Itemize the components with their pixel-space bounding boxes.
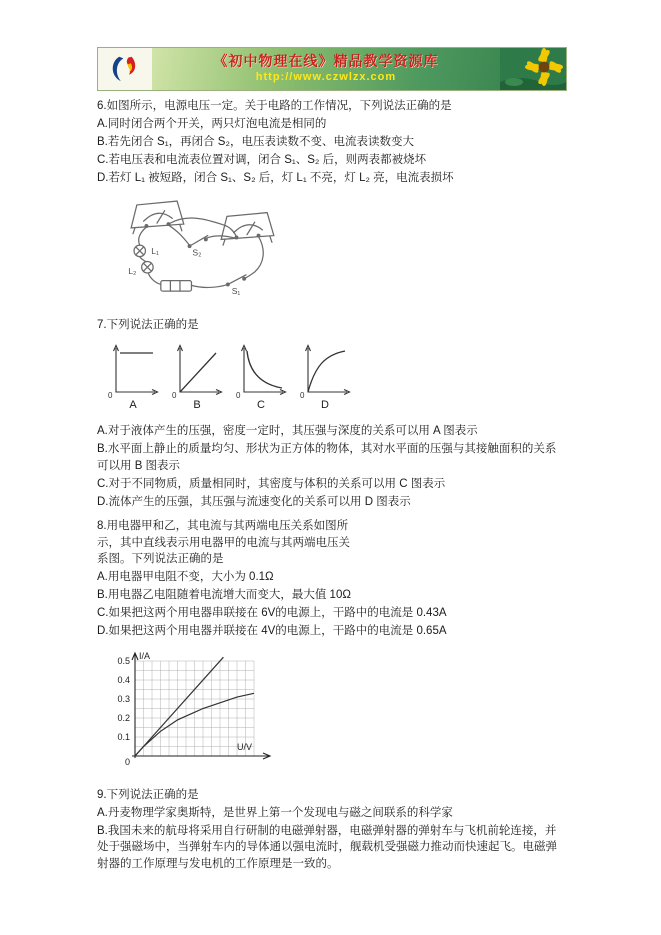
sketch-graphs-row bbox=[105, 340, 567, 411]
question-6-option-b: B.若先闭合 S₁，再闭合 S₂，电压表读数不变、电流表读数变大 bbox=[97, 136, 414, 148]
question-8-option-d: D.如果把这两个用电器并联接在 4V的电源上，干路中的电流是 0.65A bbox=[97, 625, 447, 637]
question-6-option-d: D.若灯 L₁ 被短路，闭合 S₁、S₂ 后，灯 L₁ 不亮，灯 L₂ 亮，电流表损坏 bbox=[97, 172, 454, 184]
circuit-figure bbox=[111, 196, 567, 307]
graph-c-label: C bbox=[257, 399, 265, 411]
svg-text:0.4: 0.4 bbox=[117, 674, 130, 685]
sketch-graph-c bbox=[233, 340, 289, 411]
question-9-stem: 9.下列说法正确的是 bbox=[97, 788, 199, 801]
question-9-option-b: B.我国未来的航母将采用自行研制的电磁弹射器，电磁弹射器的弹射车与飞机前轮连接，并处于强磁场中，当弹射车内的导体通以强电流时，舰载机受强磁力推动而快速起飞。电磁弹射器的工作原理与发电机的工作原理是一致的。 bbox=[97, 824, 557, 870]
svg-text:0: 0 bbox=[124, 756, 130, 767]
question-8-stem: 8.用电器甲和乙，其电流与其两端电压关系如图所示，其中直线表示用电器甲的电流与其两端电压关系图。下列说法正确的是 bbox=[97, 520, 350, 565]
banner-text bbox=[152, 48, 500, 90]
sketch-graph-d-axes bbox=[297, 340, 353, 398]
svg-text:I/A: I/A bbox=[139, 650, 151, 661]
question-6-option-c: C.若电压表和电流表位置对调，闭合 S₁、S₂ 后，则两表都被烧坏 bbox=[97, 154, 427, 166]
banner-url-link[interactable]: http://www.czwlzx.com bbox=[255, 70, 397, 83]
question-7-option-a: A.对于液体产生的压强，密度一定时，其压强与深度的关系可以用 A 图表示 bbox=[97, 425, 478, 437]
sketch-graph-a bbox=[105, 340, 161, 411]
sketch-graph-c-axes bbox=[233, 340, 289, 398]
svg-text:0.1: 0.1 bbox=[117, 731, 130, 742]
question-6-option-a: A.同时闭合两个开关，两只灯泡电流是相同的 bbox=[97, 118, 327, 130]
iu-chart-figure bbox=[109, 648, 567, 779]
banner-flower bbox=[500, 48, 566, 90]
site-logo bbox=[98, 48, 152, 90]
switch-1-label: S₁ bbox=[231, 285, 241, 296]
question-9-option-a: A.丹麦物理学家奥斯特，是世界上第一个发现电与磁之间联系的科学家 bbox=[97, 806, 453, 819]
graph-a-label: A bbox=[129, 399, 137, 411]
circuit-diagram bbox=[111, 196, 293, 302]
graph-b-origin-label: 0 bbox=[172, 391, 177, 398]
question-8-option-b: B.用电器乙电阻随着电流增大而变大，最大值 10Ω bbox=[97, 589, 351, 601]
sketch-graph-a-axes bbox=[105, 340, 161, 398]
graph-d-label: D bbox=[321, 399, 329, 411]
site-logo-icon bbox=[103, 51, 147, 87]
sketch-graph-d bbox=[297, 340, 353, 411]
question-7-option-c: C.对于不同物质，质量相同时，其密度与体积的关系可以用 C 图表示 bbox=[97, 477, 446, 490]
sketch-graph-b-axes bbox=[169, 340, 225, 398]
question-7-stem: 7.下列说法正确的是 bbox=[97, 318, 199, 331]
sketch-graph-b bbox=[169, 340, 225, 411]
question-7-option-b: B.水平面上静止的质量均匀、形状为正方体的物体，其对水平面的压强与其接触面积的关系可以用 B 图表示 bbox=[97, 443, 557, 472]
graph-a-origin-label: 0 bbox=[108, 391, 113, 398]
graph-b-label: B bbox=[193, 399, 201, 411]
question-8-option-c: C.如果把这两个用电器串联接在 6V的电源上，干路中的电流是 0.43A bbox=[97, 607, 447, 619]
graph-d-origin-label: 0 bbox=[300, 391, 305, 398]
switch-2-label: S₂ bbox=[192, 247, 202, 258]
sunflower-icon bbox=[500, 48, 566, 90]
question-6-stem: 6.如图所示，电源电压一定。关于电路的工作情况，下列说法正确的是 bbox=[97, 100, 452, 112]
svg-text:0.5: 0.5 bbox=[117, 655, 130, 666]
lamp-2-label: L₂ bbox=[128, 265, 137, 276]
svg-text:0.2: 0.2 bbox=[117, 712, 130, 723]
svg-text:U/V: U/V bbox=[236, 741, 252, 752]
site-banner bbox=[97, 47, 567, 91]
svg-text:0.3: 0.3 bbox=[117, 693, 130, 704]
iu-chart bbox=[109, 648, 281, 774]
graph-c-origin-label: 0 bbox=[236, 391, 241, 398]
question-7-option-d: D.流体产生的压强，其压强与流速变化的关系可以用 D 图表示 bbox=[97, 495, 411, 508]
question-8-option-a: A.用电器甲电阻不变，大小为 0.1Ω bbox=[97, 571, 274, 583]
lamp-1-label: L₁ bbox=[151, 245, 159, 256]
banner-title: 《初中物理在线》精品教学资源库 bbox=[213, 53, 439, 70]
